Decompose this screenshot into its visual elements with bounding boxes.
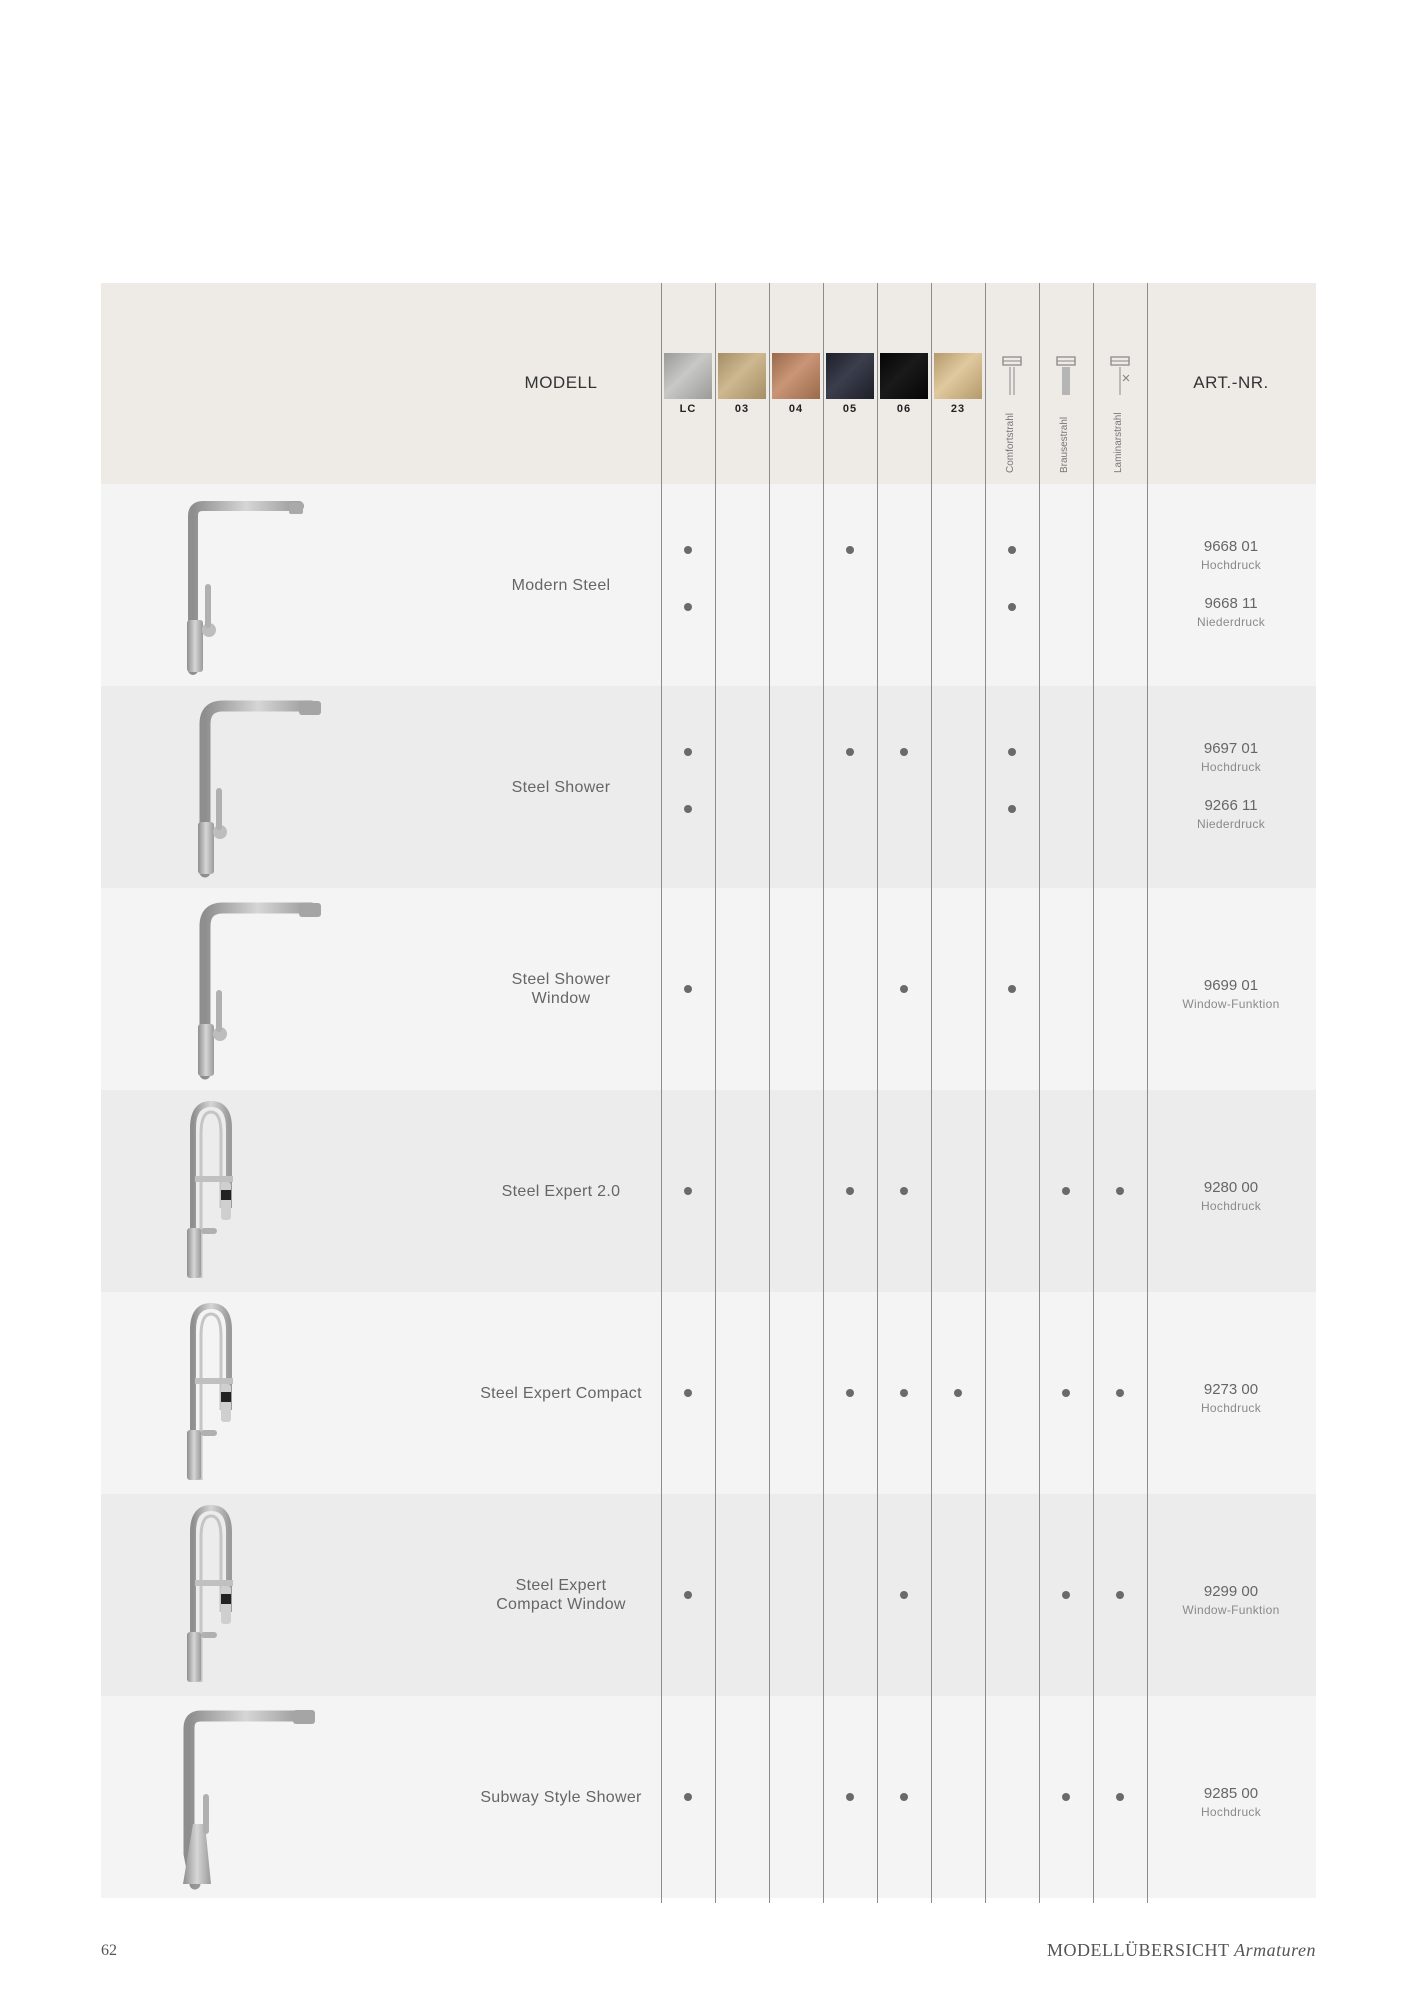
availability-dot [900,1591,908,1599]
article-number: 9266 11 [1204,797,1258,814]
faucet-image [171,492,331,678]
availability-dot [684,1793,692,1801]
column-divider [1093,283,1094,1903]
availability-dot [684,1389,692,1397]
article-number: 9668 11 [1204,595,1258,612]
jet-label: Laminarstrahl [1113,412,1124,473]
column-divider [877,283,878,1903]
color-code: 03 [734,403,750,415]
column-divider [769,283,770,1903]
laminar-jet-icon [1105,353,1135,399]
pressure-type: Hochdruck [1200,760,1262,774]
table-row [101,1494,1316,1696]
availability-dot [1062,1591,1070,1599]
shower-jet-icon [1051,353,1081,399]
availability-dot [684,985,692,993]
model-name: Steel Shower [511,778,611,796]
color-swatch-05 [826,353,874,399]
availability-dot [684,1591,692,1599]
faucet-image [171,896,331,1082]
availability-dot [684,748,692,756]
color-swatch-23 [934,353,982,399]
model-name: Steel Expert Compact Window [496,1577,626,1613]
model-overview-table [101,283,1316,1903]
availability-dot [1008,985,1016,993]
availability-dot [1062,1389,1070,1397]
faucet-image [171,1704,331,1890]
availability-dot [1116,1187,1124,1195]
pressure-type: Window-Funktion [1182,997,1280,1011]
availability-dot [900,1389,908,1397]
column-divider [715,283,716,1903]
availability-dot [1062,1793,1070,1801]
availability-dot [846,748,854,756]
model-name: Subway Style Shower [480,1788,642,1806]
availability-dot [1008,546,1016,554]
faucet-image [171,1098,331,1284]
column-divider [661,283,662,1903]
availability-dot [1008,748,1016,756]
jet-label: Brausestrahl [1059,416,1070,473]
page-number: 62 [101,1942,117,1959]
model-name: Steel Shower Window [511,971,611,1007]
footer-title [1047,1940,1316,1961]
color-code: LC [679,403,697,415]
faucet-image [171,694,331,880]
color-swatch-06 [880,353,928,399]
availability-dot [1008,603,1016,611]
availability-dot [1116,1591,1124,1599]
table-row [101,888,1316,1090]
article-number: 9699 01 [1203,977,1259,994]
table-row [101,1292,1316,1494]
table-row [101,686,1316,888]
availability-dot [900,985,908,993]
pressure-type: Hochdruck [1200,1805,1262,1819]
pressure-type: Niederdruck [1197,817,1265,831]
availability-dot [846,546,854,554]
column-divider [931,283,932,1903]
model-name: Modern Steel [511,576,611,594]
table-row [101,1090,1316,1292]
availability-dot [954,1389,962,1397]
availability-dot [1008,805,1016,813]
table-row [101,484,1316,686]
color-code: 23 [950,403,966,415]
column-divider [985,283,986,1903]
pressure-type: Hochdruck [1200,1199,1262,1213]
article-number: 9299 00 [1203,1583,1259,1600]
availability-dot [684,805,692,813]
header-modell: MODELL [524,373,598,392]
availability-dot [846,1187,854,1195]
availability-dot [684,603,692,611]
column-divider [823,283,824,1903]
pressure-type: Niederdruck [1197,615,1265,629]
article-number: 9668 01 [1203,538,1259,555]
table-header [101,283,1316,484]
color-swatch-lc [664,353,712,399]
pressure-type: Hochdruck [1200,1401,1262,1415]
pressure-type: Hochdruck [1200,558,1262,572]
header-art-nr: ART.-NR. [1193,373,1269,392]
footer-title-main: MODELLÜBERSICHT [1046,1940,1230,1960]
article-number: 9280 00 [1203,1179,1259,1196]
color-swatch-04 [772,353,820,399]
availability-dot [900,748,908,756]
column-divider [1147,283,1148,1903]
color-code: 04 [788,403,804,415]
model-name: Steel Expert 2.0 [501,1182,621,1200]
table-row [101,1696,1316,1898]
faucet-image [171,1502,331,1688]
availability-dot [1062,1187,1070,1195]
availability-dot [900,1793,908,1801]
availability-dot [684,546,692,554]
availability-dot [1116,1389,1124,1397]
availability-dot [846,1389,854,1397]
pressure-type: Window-Funktion [1182,1603,1280,1617]
article-number: 9697 01 [1203,740,1259,757]
column-divider [1039,283,1040,1903]
availability-dot [846,1793,854,1801]
article-number: 9273 00 [1203,1381,1259,1398]
footer-title-sub: Armaturen [1234,1940,1316,1960]
model-name: Steel Expert Compact [480,1384,642,1402]
jet-label: Comfortstrahl [1005,412,1016,473]
availability-dot [1116,1793,1124,1801]
comfort-jet-icon [997,353,1027,399]
color-code: 06 [896,403,912,415]
faucet-image [171,1300,331,1486]
color-swatch-03 [718,353,766,399]
article-number: 9285 00 [1203,1785,1259,1802]
availability-dot [900,1187,908,1195]
availability-dot [684,1187,692,1195]
color-code: 05 [842,403,858,415]
